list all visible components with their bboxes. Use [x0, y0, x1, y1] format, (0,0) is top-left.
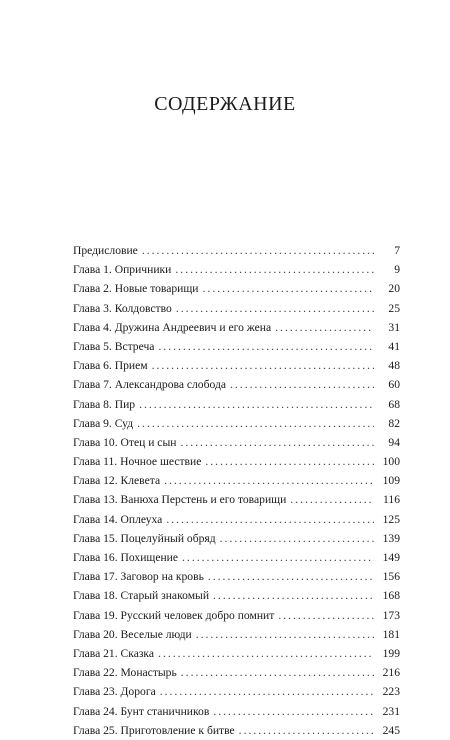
toc-entry-title: Глава 6. Прием — [73, 359, 148, 373]
toc-entry — [73, 567, 400, 586]
toc-entry-title: Глава 5. Встреча — [73, 339, 155, 353]
toc-entry-title: Глава 25. Приготовление к битве — [73, 723, 235, 737]
toc-entry-title: Глава 13. Ванюха Перстень и его товарищи — [73, 493, 287, 507]
toc-page-number: 125 — [382, 512, 400, 526]
toc-entry-title: Глава 7. Александрова слобода — [73, 378, 226, 392]
toc-entry-title: Глава 21. Сказка — [73, 646, 155, 660]
toc-page-number: 82 — [388, 416, 400, 430]
toc-page-number: 173 — [382, 608, 400, 622]
toc-entry-title: Глава 19. Русский человек добро помнит — [73, 608, 275, 622]
toc-page-number: 181 — [382, 627, 400, 641]
toc-entry — [73, 644, 400, 663]
toc-entry-title: Глава 1. Опричники — [73, 263, 172, 277]
toc-page-number: 199 — [382, 646, 400, 660]
toc-page-number: 216 — [382, 666, 400, 680]
dot-leader — [180, 433, 374, 452]
toc-entry — [73, 682, 400, 701]
toc-entry — [73, 663, 400, 682]
toc-entry — [73, 490, 400, 509]
dot-leader — [164, 471, 374, 490]
dot-leader — [290, 490, 374, 509]
toc-page-number: 168 — [382, 589, 400, 603]
toc-entry-title: Глава 16. Похищение — [73, 551, 179, 564]
dot-leader — [160, 682, 374, 701]
toc-page-number: 139 — [382, 531, 400, 545]
toc-page-number: 94 — [388, 435, 400, 449]
toc-entry — [73, 452, 400, 471]
contents-heading: СОДЕРЖАНИЕ — [154, 93, 296, 115]
toc-entry — [73, 548, 400, 567]
dot-leader — [239, 721, 374, 740]
dot-leader — [175, 260, 374, 279]
toc-entry — [73, 529, 400, 548]
toc-page-number: 116 — [383, 493, 400, 507]
toc-entry — [73, 318, 400, 337]
toc-entry-title: Глава 8. Пир — [73, 397, 136, 411]
toc-entry-title: Глава 9. Суд — [73, 416, 134, 430]
toc-entry — [73, 395, 400, 414]
dot-leader — [137, 414, 374, 433]
toc-entry-title: Глава 20. Веселые люди — [73, 627, 192, 641]
toc-page-number: 223 — [382, 685, 400, 699]
toc-entry-title: Глава 4. Дружина Андреевич и его жена — [73, 320, 272, 334]
dot-leader — [158, 644, 374, 663]
toc-entry — [73, 586, 400, 605]
toc-entry-title: Глава 22. Монастырь — [73, 666, 177, 680]
toc-entry — [73, 260, 400, 279]
toc-page-number: 20 — [388, 282, 400, 296]
toc-page-number: 109 — [382, 474, 400, 488]
dot-leader — [196, 625, 374, 644]
toc-page-number: 100 — [382, 455, 400, 469]
toc-page-number: 231 — [382, 704, 400, 718]
dot-leader — [181, 663, 374, 682]
dot-leader — [230, 375, 374, 394]
toc-page-number: 149 — [382, 551, 400, 564]
toc-entry-title: Глава 3. Колдовство — [73, 301, 172, 315]
toc-entry — [73, 356, 400, 375]
toc-entry-title: Глава 17. Заговор на кровь — [73, 570, 204, 584]
dot-leader — [208, 567, 374, 586]
dot-leader — [158, 337, 374, 356]
toc-page-number: 9 — [394, 263, 400, 277]
dot-leader — [142, 241, 374, 260]
toc-page-number: 25 — [388, 301, 400, 315]
dot-leader — [220, 529, 374, 548]
toc-entry-title: Глава 15. Поцелуйный обряд — [73, 531, 216, 545]
toc-page-number: 156 — [382, 570, 400, 584]
toc-entry-title: Глава 24. Бунт станичников — [73, 704, 210, 718]
toc-entry-title: Глава 2. Новые товарищи — [73, 282, 199, 296]
dot-leader — [176, 299, 374, 318]
toc-entry-title: Глава 18. Старый знакомый — [73, 589, 210, 603]
toc-entry-title: Глава 23. Дорога — [73, 685, 156, 699]
toc-entry — [73, 606, 400, 625]
toc-entry — [73, 721, 400, 740]
toc-page-number: 48 — [388, 359, 400, 373]
toc-entry — [73, 375, 400, 394]
toc-entry — [73, 337, 400, 356]
dot-leader — [139, 395, 374, 414]
dot-leader — [213, 702, 374, 721]
toc-entry — [73, 279, 400, 298]
dot-leader — [166, 510, 374, 529]
toc-entry — [73, 702, 400, 721]
toc-page-number: 7 — [394, 244, 400, 257]
toc-page-number: 60 — [388, 378, 400, 392]
toc-entry — [73, 433, 400, 452]
toc-entry-title: Глава 14. Оплеуха — [73, 512, 163, 526]
dot-leader — [152, 356, 374, 375]
dot-leader — [182, 548, 374, 567]
dot-leader — [203, 279, 374, 298]
toc-entry — [73, 625, 400, 644]
toc-page-number: 41 — [388, 339, 400, 353]
toc-entry-title: Глава 12. Клевета — [73, 474, 161, 488]
dot-leader — [278, 606, 374, 625]
toc-entry — [73, 414, 400, 433]
dot-leader — [213, 586, 374, 605]
toc-entry — [73, 471, 400, 490]
toc-entry — [73, 299, 400, 318]
toc-entry-title: Глава 11. Ночное шествие — [73, 455, 202, 469]
toc-page-number: 245 — [382, 723, 400, 737]
toc-entry — [73, 510, 400, 529]
toc-page-number: 68 — [388, 397, 400, 411]
toc-page-number: 31 — [388, 320, 400, 334]
toc-entry-title: Предисловие — [73, 244, 138, 257]
dot-leader — [205, 452, 374, 471]
table-of-contents — [73, 241, 400, 740]
toc-entry-title: Глава 10. Отец и сын — [73, 435, 177, 449]
toc-entry — [73, 241, 400, 260]
dot-leader — [275, 318, 374, 337]
